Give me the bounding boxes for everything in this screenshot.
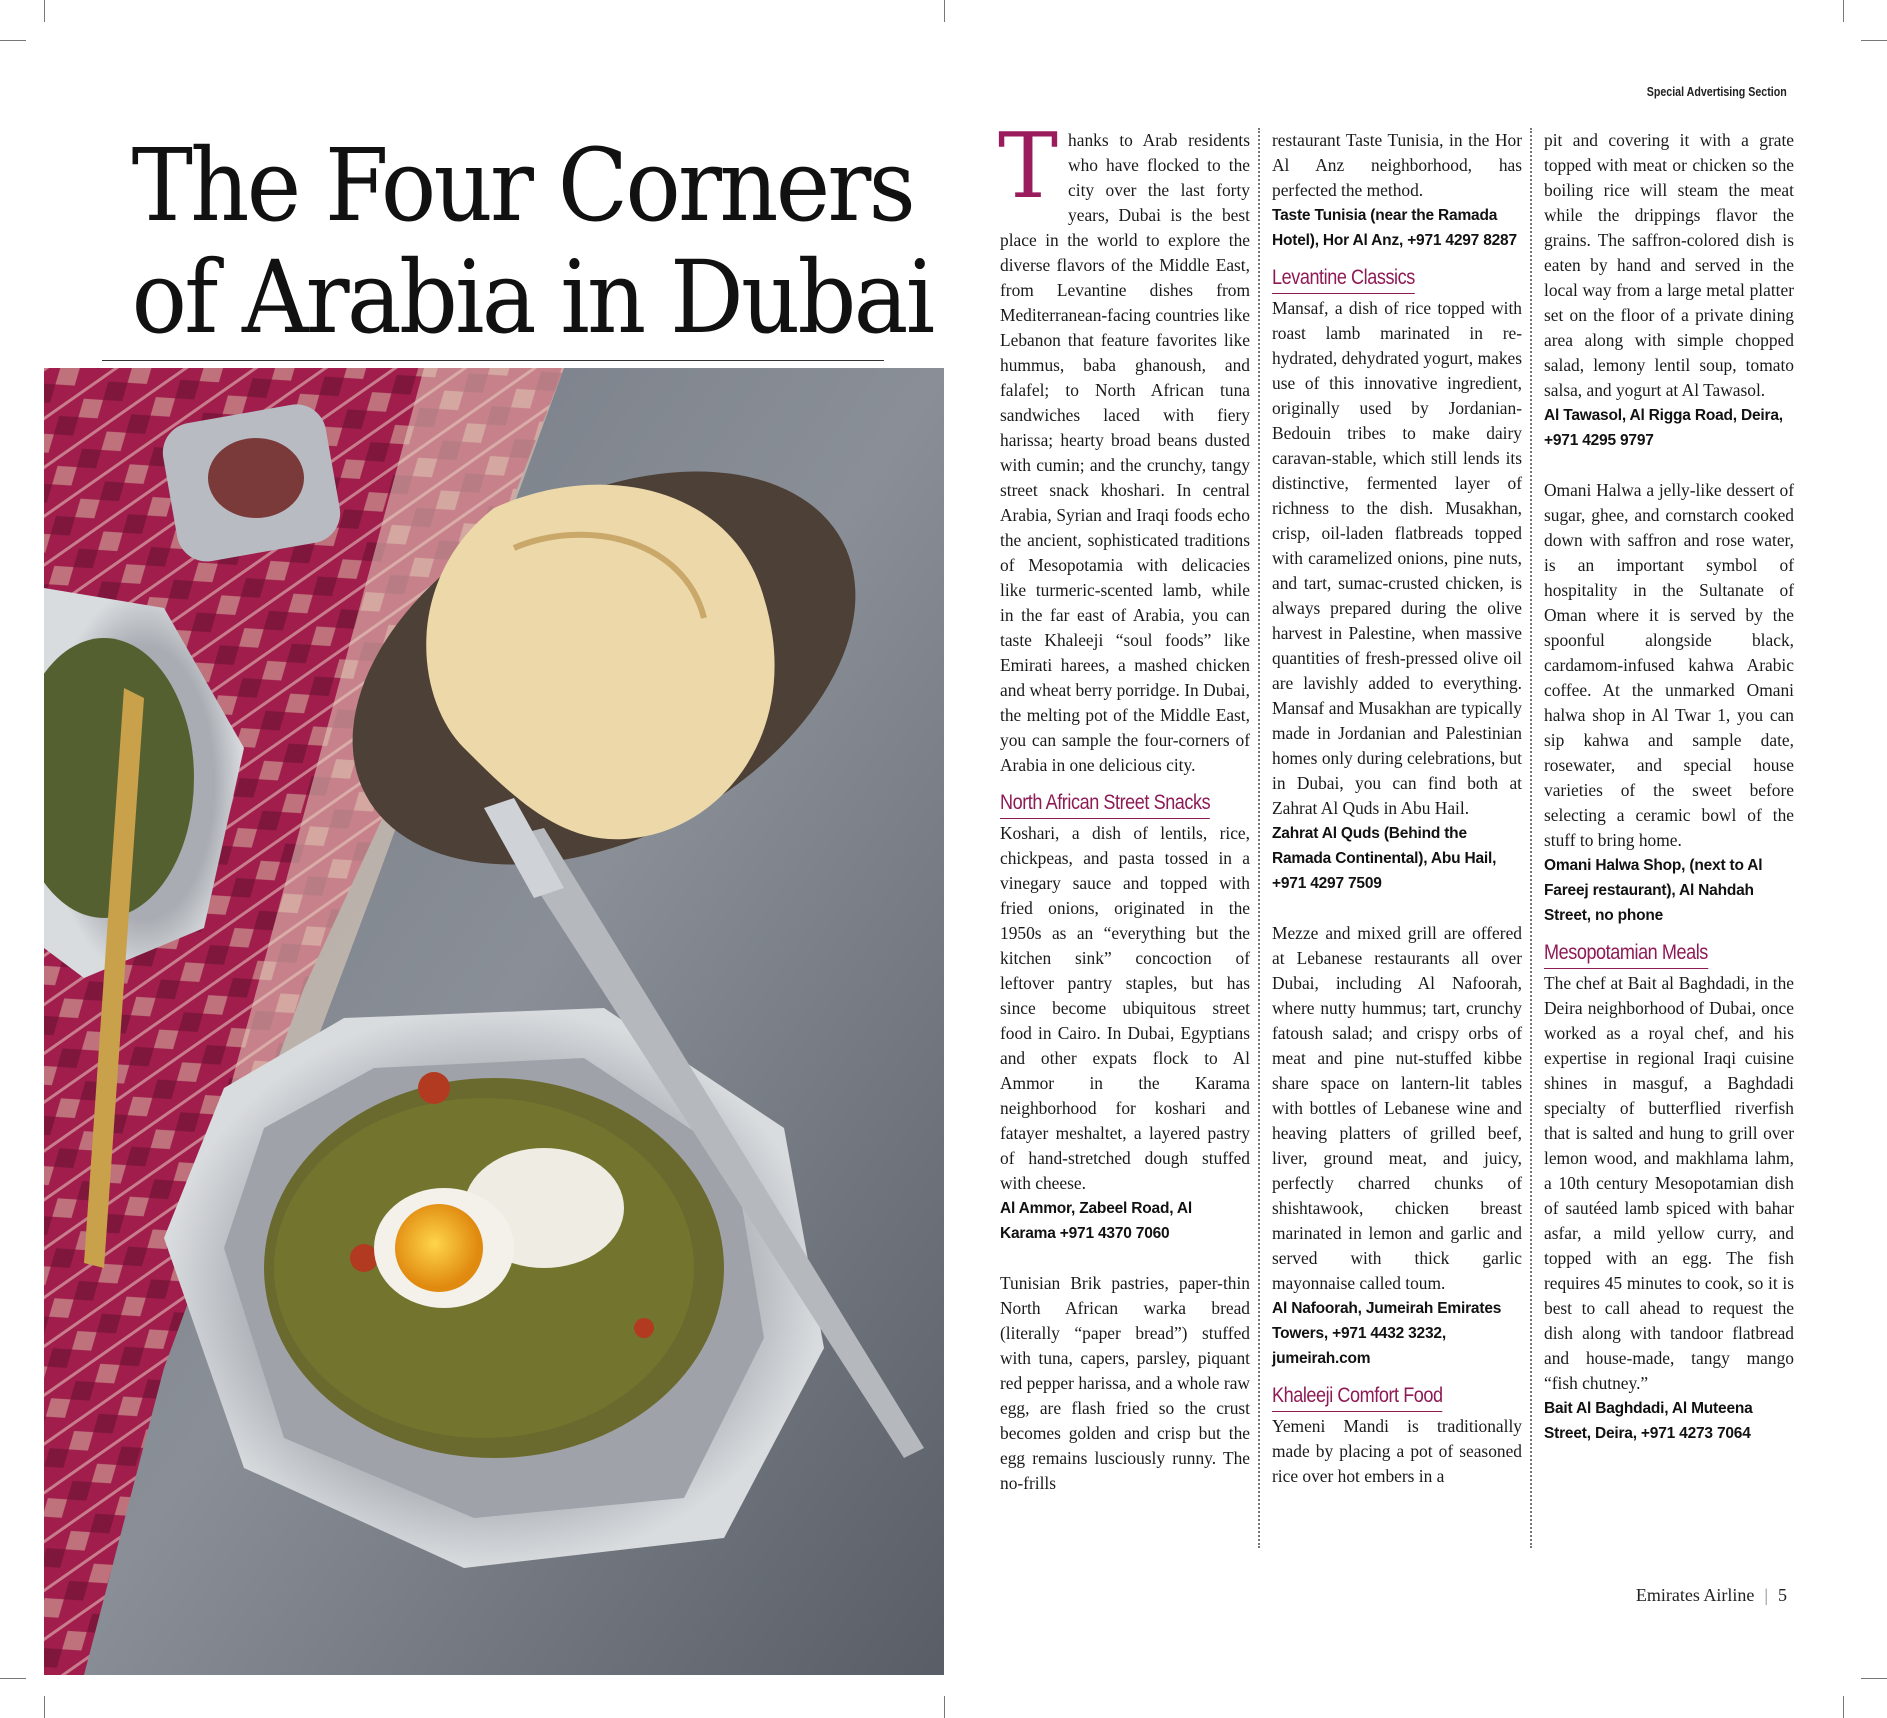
paragraph-gap: [1544, 453, 1794, 478]
article-column-2: [1272, 128, 1522, 1489]
food-photo: [44, 368, 944, 1675]
drop-cap: T: [998, 114, 1059, 219]
column-separator: [1530, 128, 1532, 1548]
halwa-paragraph: Omani Halwa a jelly-like dessert of sugar, ghee, and cornstarch cooked down with saffron and rose water, is an important symbol of hospitality in the Sultanate of Oman where it is served by the spoonful alongside black, cardamom-infused kahwa Arabic coffee. At the unmarked Omani halwa shop in Al Twar 1, you can sip kahwa and sample date, rosewater, and special house varieties of the sweet before selecting a ceramic bowl of the stuff to bring home.: [1544, 480, 1794, 850]
mansaf-paragraph: Mansaf, a dish of rice topped with roast lamb marinated in re-hydrated, dehydrated yogurt, makes use of this innovative ingredient, originally used by Jordanian-Bedouin tribes to make dairy caravan-stable, which still lends its distinctive, fermented layer of richness to the dish. Musakhan, crisp, oil-laden flatbreads topped with caramelized onions, pine nuts, and tart, sumac-crusted chicken, is always prepared during the olive harvest in Palestine, when massive quantities of fresh-pressed olive oil are lavishly added to everything. Mansaf and Musakhan are typically made in Jordanian and Palestinian homes only during celebrations, but in Dubai, you can find both at Zahrat Al Quds in Abu Hail.: [1272, 298, 1522, 818]
crop-mark: [44, 1696, 45, 1718]
title-rule: [102, 360, 884, 361]
venue-address: Omani Halwa Shop, (next to Al Fareej restaurant), Al Nahdah Street, no phone: [1544, 857, 1763, 924]
baghdadi-paragraph: The chef at Bait al Baghdadi, in the Deira neighborhood of Dubai, once worked as a royal chef, and his expertise in regional Iraqi cuisine shines in masguf, a Baghdadi specialty of butterflied riverfish that is salted and hung to grill over lemon wood, and makhlama lahm, a 10th century Mesopotamian dish of sautéed lamb spiced with bahar asfar, a mild yellow curry, and topped with an egg. The fish requires 45 minutes to cook, so it is best to call ahead to request the dish along with tandoor flatbread and house-made, tangy mango “fish chutney.”: [1544, 973, 1794, 1393]
brik-paragraph: Tunisian Brik pastries, paper-thin North African warka bread (literally “paper bread”) stuffed with tuna, capers, parsley, piquant red pepper harissa, and a whole raw egg, are flash fried so the crust becomes golden and crisp but the egg remains lusciously runny. The no-frills: [1000, 1273, 1250, 1493]
crop-mark: [1861, 40, 1887, 41]
article-title: [100, 127, 933, 361]
continued-paragraph: pit and covering it with a grate topped with meat or chicken so the boiling rice will steam the meat while the drippings flavor the grains. The saffron-colored dish is eaten by hand and served in the local way from a large metal platter set on the floor of a private dining area along with simple chopped salad, lemony lentil soup, tomato salsa, and yogurt at Al Tawasol.: [1544, 130, 1794, 400]
section-heading-north-african: North African Street Snacks: [1000, 788, 1210, 819]
page-footer: [1636, 1585, 1787, 1606]
venue-address: Al Tawasol, Al Rigga Road, Deira, +971 4295 9797: [1544, 407, 1783, 449]
article-column-1: [998, 114, 1250, 1496]
crop-mark: [44, 0, 45, 22]
mezze-paragraph: Mezze and mixed grill are offered at Lebanese restaurants all over Dubai, including Al Nafoorah, where nutty hummus; tart, crunchy fatoush salad; and crispy orbs of meat and pine nut-stuffed kibbe share space on lantern-lit tables with bottles of Lebanese wine and heaving platters of grilled beef, liver, ground meat, and juicy, perfectly charred chunks of shishtawook, chicken breast marinated in lemon and garlic and served with thick garlic mayonnaise called toum.: [1272, 923, 1522, 1293]
crop-mark: [1843, 0, 1844, 22]
title-line-1: The Four Corners: [131, 127, 914, 244]
crop-mark: [944, 0, 945, 22]
mandi-paragraph: Yemeni Mandi is traditionally made by placing a pot of seasoned rice over hot embers in a: [1272, 1416, 1522, 1486]
crop-mark: [0, 40, 26, 41]
crop-mark: [1843, 1696, 1844, 1718]
crop-mark: [944, 1696, 945, 1718]
intro-paragraph: [998, 114, 1250, 778]
section-tag: Special Advertising Section: [1646, 84, 1787, 99]
section-heading-levantine: Levantine Classics: [1272, 263, 1415, 294]
paragraph-gap: [1272, 896, 1522, 921]
article-column-3: [1544, 128, 1794, 1446]
intro-text: hanks to Arab residents who have flocked to the city over the last forty years, Dubai is the best place in the world to explore the diverse flavors of the Middle East, from Levantine dishes from Mediterranean-facing countries like Lebanon that feature favorites like hummus, baba ghanoush, and falafel; to North African tuna sandwiches laced with fiery harissa; hearty broad beans dusted with cumin; and the crunchy, tangy street snack khoshari. In central Arabia, Syrian and Iraqi foods echo the ancient, sophisticated traditions of Mesopotamia with delicacies like turmeric-scented lamb, while in the far east of Arabia, you can taste Khaleeji “soul foods” like Emirati harees, a mashed chicken and wheat berry porridge. In Dubai, the melting pot of the Middle East, you can sample the four-corners of Arabia in one delicious city.: [1000, 130, 1250, 775]
continued-paragraph: restaurant Taste Tunisia, in the Hor Al Anz neighborhood, has perfected the method.: [1272, 130, 1522, 200]
venue-address: Al Nafoorah, Jumeirah Emirates Towers, +971 4432 3232, jumeirah.com: [1272, 1300, 1502, 1367]
venue-address: Taste Tunisia (near the Ramada Hotel), Hor Al Anz, +971 4297 8287: [1272, 207, 1517, 249]
publication-name: Emirates Airline: [1635, 1585, 1755, 1605]
venue-address: Bait Al Baghdadi, Al Muteena Street, Deira, +971 4273 7064: [1544, 1400, 1753, 1442]
column-separator: [1258, 128, 1260, 1548]
crop-mark: [1861, 1678, 1887, 1679]
page-number: 5: [1778, 1585, 1787, 1605]
title-line-2: of Arabia in Dubai: [131, 239, 933, 356]
koshari-paragraph: Koshari, a dish of lentils, rice, chickpeas, and pasta tossed in a vinegary sauce and topped with fried onions, originated in the 1950s as an “everything but the kitchen sink” concoction of leftover pantry staples, but has since become ubiquitous street food in Cairo. In Dubai, Egyptians and other expats flock to Al Ammor in the Karama neighborhood for koshari and fatayer meshaltet, a layered pastry of hand-stretched dough stuffed with cheese.: [1000, 823, 1250, 1193]
footer-divider: |: [1764, 1585, 1768, 1605]
section-heading-khaleeji: Khaleeji Comfort Food: [1272, 1381, 1443, 1412]
crop-mark: [0, 1678, 26, 1679]
venue-address: Al Ammor, Zabeel Road, Al Karama +971 4370 7060: [1000, 1200, 1192, 1242]
venue-address: Zahrat Al Quds (Behind the Ramada Continental), Abu Hail, +971 4297 7509: [1272, 825, 1497, 892]
section-heading-mesopotamian: Mesopotamian Meals: [1544, 938, 1708, 969]
paragraph-gap: [1000, 1246, 1250, 1271]
